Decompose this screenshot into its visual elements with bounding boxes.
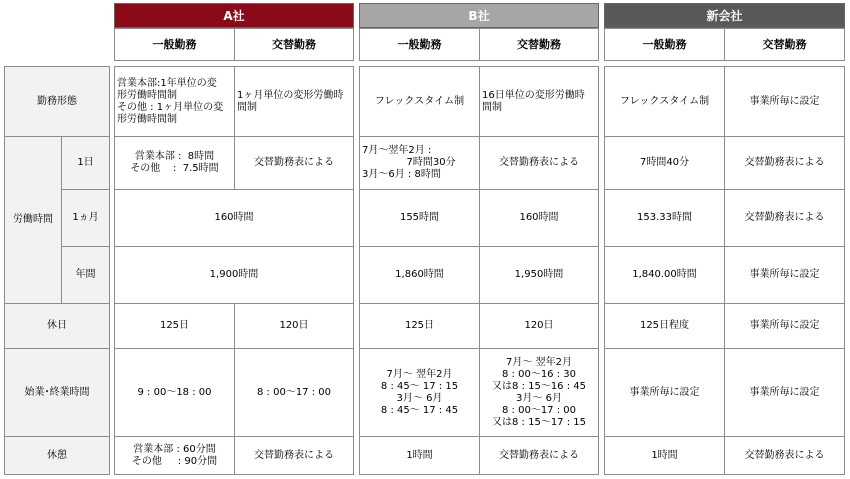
b-shift-day: 交替勤務表による (479, 136, 599, 190)
n-general-work-form: フレックスタイム制 (604, 66, 725, 137)
row-label-month: 1ヵ月 (61, 189, 110, 247)
b-general-holidays: 125日 (359, 303, 480, 349)
a-shift-day: 交替勤務表による (234, 136, 354, 190)
a-general-work-form: 営業本部:1年単位の変 形労働時間制 その他 : 1ヶ月単位の変 形労働時間制 (114, 66, 235, 137)
row-label-day: 1日 (61, 136, 110, 190)
a-shift-holidays: 120日 (234, 303, 354, 349)
row-label-holidays: 休日 (4, 303, 110, 349)
n-shift-header: 交替勤務 (724, 28, 845, 61)
n-shift-year: 事業所毎に設定 (724, 246, 845, 304)
b-shift-month: 160時間 (479, 189, 599, 247)
n-shift-month: 交替勤務表による (724, 189, 845, 247)
a-year: 1,900時間 (114, 246, 354, 304)
company-b-header: B社 (359, 3, 599, 28)
row-label-work-form: 勤務形態 (4, 66, 110, 137)
n-shift-work-form: 事業所毎に設定 (724, 66, 845, 137)
n-general-month: 153.33時間 (604, 189, 725, 247)
a-general-start-end: 9 : 00～18 : 00 (114, 348, 235, 437)
b-general-start-end: 7月～ 翌年2月 8 : 45～ 17 : 15 3月～ 6月 8 : 45～ 17 : 45 (359, 348, 480, 437)
company-new-header: 新会社 (604, 3, 845, 28)
b-shift-header: 交替勤務 (479, 28, 599, 61)
b-general-work-form: フレックスタイム制 (359, 66, 480, 137)
a-general-header: 一般勤務 (114, 28, 235, 61)
b-shift-holidays: 120日 (479, 303, 599, 349)
a-general-day: 営業本部 : 8時間 その他 : 7.5時間 (114, 136, 235, 190)
n-general-holidays: 125日程度 (604, 303, 725, 349)
b-general-break: 1時間 (359, 436, 480, 475)
n-shift-day: 交替勤務表による (724, 136, 845, 190)
row-label-start-end: 始業･終業時間 (4, 348, 110, 437)
a-month: 160時間 (114, 189, 354, 247)
row-label-working-hours: 労働時間 (4, 136, 62, 304)
a-general-holidays: 125日 (114, 303, 235, 349)
a-shift-start-end: 8 : 00～17 : 00 (234, 348, 354, 437)
a-shift-work-form: 1ヶ月単位の変形労働時 間制 (234, 66, 354, 137)
n-general-start-end: 事業所毎に設定 (604, 348, 725, 437)
n-shift-holidays: 事業所毎に設定 (724, 303, 845, 349)
a-general-break: 営業本部 : 60分間 その他 : 90分間 (114, 436, 235, 475)
b-shift-work-form: 16日単位の変形労働時 間制 (479, 66, 599, 137)
row-label-year: 年間 (61, 246, 110, 304)
b-shift-year: 1,950時間 (479, 246, 599, 304)
b-general-month: 155時間 (359, 189, 480, 247)
n-general-year: 1,840.00時間 (604, 246, 725, 304)
n-general-day: 7時間40分 (604, 136, 725, 190)
n-general-header: 一般勤務 (604, 28, 725, 61)
b-shift-start-end: 7月～ 翌年2月 8 : 00～16 : 30 又は8 : 15～16 : 45 3月～ 6月 8 : 00～17 : 00 又は8 : 15～17 : 15 (479, 348, 599, 437)
a-shift-break: 交替勤務表による (234, 436, 354, 475)
b-general-header: 一般勤務 (359, 28, 480, 61)
b-shift-break: 交替勤務表による (479, 436, 599, 475)
n-shift-break: 交替勤務表による (724, 436, 845, 475)
company-a-header: A社 (114, 3, 354, 28)
n-general-break: 1時間 (604, 436, 725, 475)
a-shift-header: 交替勤務 (234, 28, 354, 61)
b-general-year: 1,860時間 (359, 246, 480, 304)
n-shift-start-end: 事業所毎に設定 (724, 348, 845, 437)
b-general-day: 7月～翌年2月 : 7時間30分 3月～6月 : 8時間 (359, 136, 480, 190)
row-label-break: 休憩 (4, 436, 110, 475)
